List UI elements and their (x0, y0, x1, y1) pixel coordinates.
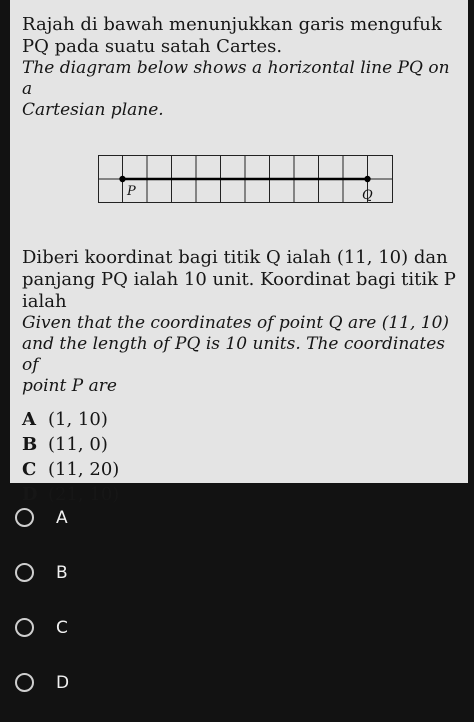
choice-value: (21, 10) (48, 484, 120, 505)
option-label: D (56, 672, 70, 693)
question-body-ms-1: Diberi koordinat bagi titik Q ialah (11, 10) dan (22, 247, 448, 268)
point-p (119, 176, 125, 182)
answer-options (0, 490, 474, 710)
option-c[interactable] (0, 600, 474, 655)
radio-icon[interactable] (15, 563, 34, 582)
question-intro-ms-1: Rajah di bawah menunjukkan garis mengufuk (22, 14, 442, 35)
label-p: P (127, 184, 136, 199)
diagram (22, 125, 458, 247)
grid-diagram (98, 155, 393, 203)
question-body-en-1: Given that the coordinates of point Q are (11, 10) (22, 313, 450, 333)
question-image (10, 0, 468, 505)
choice-value: (11, 0) (48, 434, 108, 455)
choice-a (22, 407, 458, 432)
question-body-en-2: and the length of PQ is 10 units. The coordinates of (22, 334, 446, 375)
choice-letter: D (22, 484, 38, 505)
choice-value: (11, 20) (48, 459, 120, 480)
choice-value: (1, 10) (48, 409, 108, 430)
question-body-ms-3: ialah (22, 291, 67, 312)
choice-letter: C (22, 459, 37, 480)
point-q (364, 176, 370, 182)
question-intro-en-1: The diagram below shows a horizontal line PQ on a (22, 58, 450, 99)
choice-c (22, 457, 458, 482)
option-b[interactable] (0, 545, 474, 600)
question-body-en-3: point P are (22, 376, 117, 396)
label-q: Q (362, 188, 373, 203)
choice-letter: A (22, 409, 36, 430)
option-label: B (56, 562, 68, 583)
option-label: A (56, 507, 68, 528)
option-label: C (56, 617, 68, 638)
radio-icon[interactable] (15, 673, 34, 692)
choice-letter: B (22, 434, 38, 455)
radio-icon[interactable] (15, 618, 34, 637)
question-intro-en-2: Cartesian plane. (22, 100, 164, 120)
choice-b (22, 432, 458, 457)
option-a[interactable] (0, 490, 474, 545)
radio-icon[interactable] (15, 508, 34, 527)
question-body-ms-2: panjang PQ ialah 10 unit. Koordinat bagi titik P (22, 269, 456, 290)
question-intro-ms-2: PQ pada suatu satah Cartes. (22, 36, 283, 57)
option-d[interactable] (0, 655, 474, 710)
